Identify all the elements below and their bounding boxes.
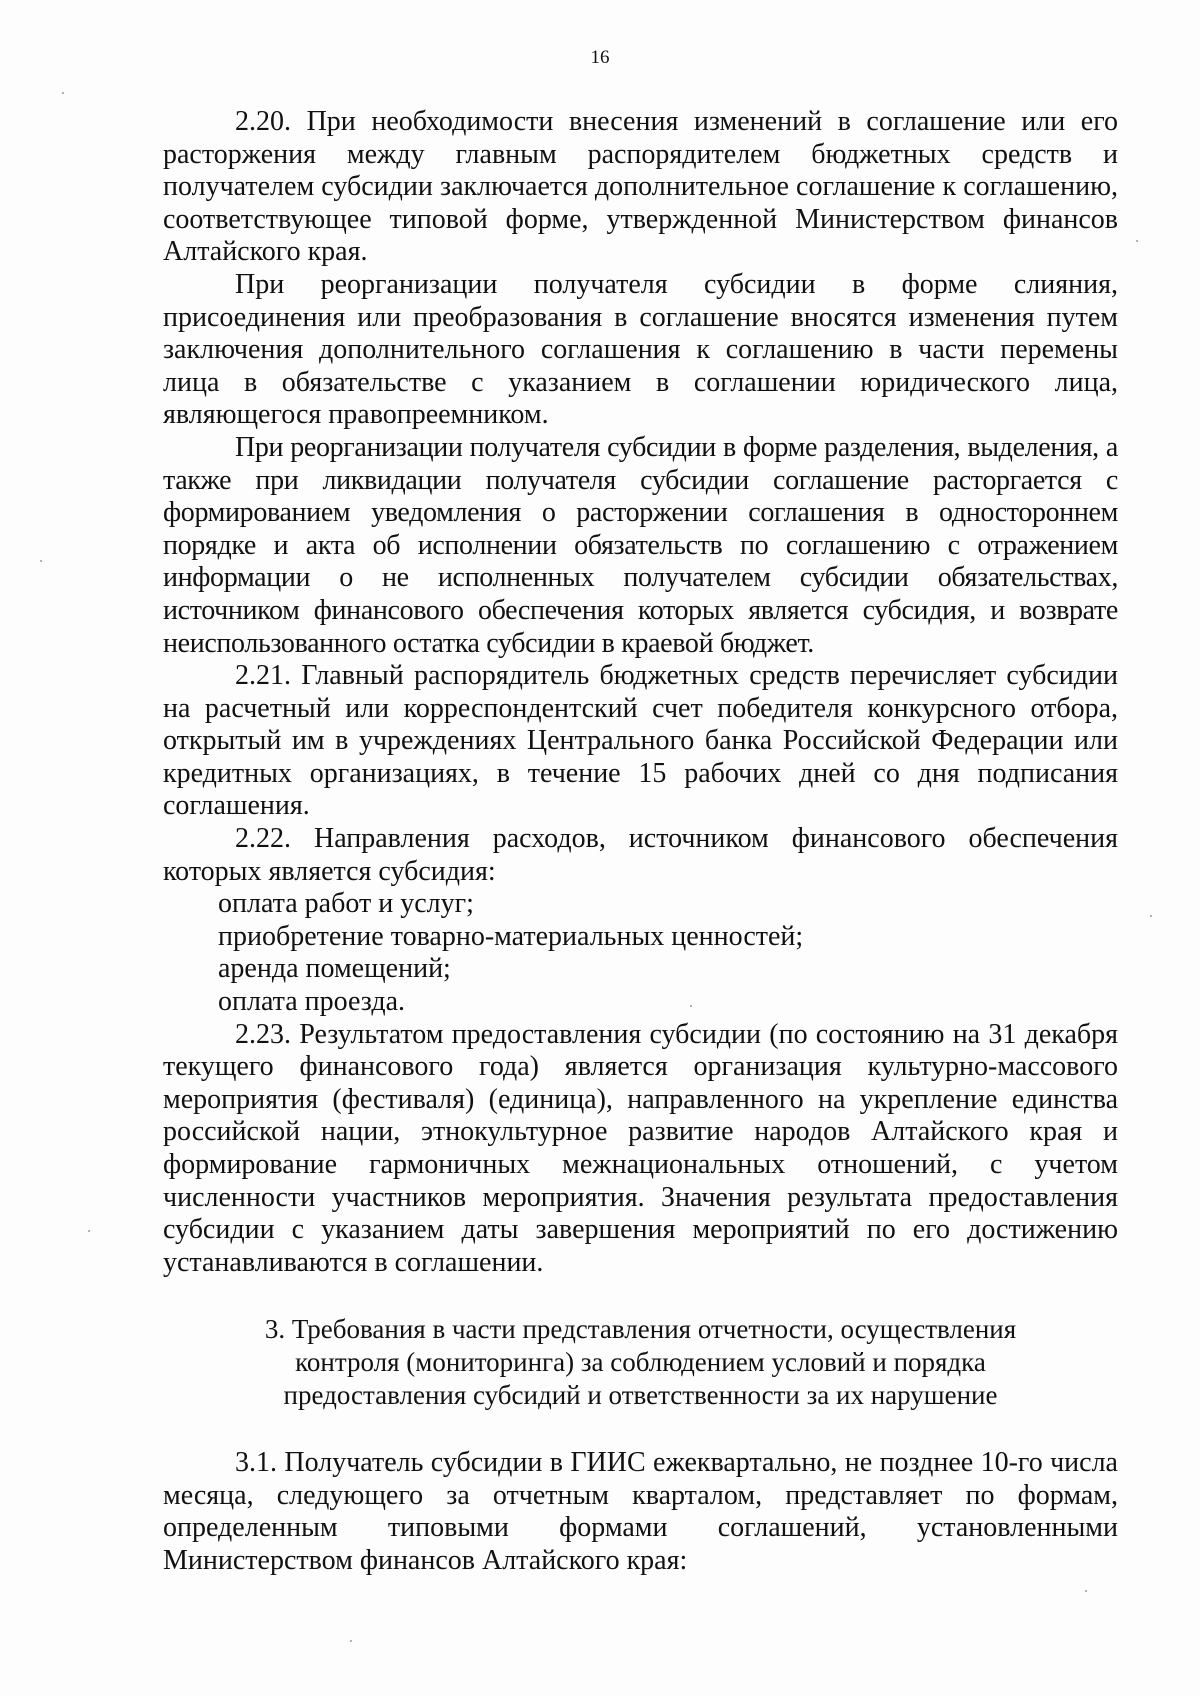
paragraph-2-22: 2.22. Направления расходов, источником финансового обеспечения которых является субсидия: (163, 823, 1118, 887)
scan-speck (40, 560, 42, 562)
paragraph-reorganization-merger: При реорганизации получателя субсидии в форме слияния, присоединения или преобразования в соглашение вносятся изменения путем заключения дополнительного соглашения к соглашению в части перемены лица в обязательстве с указанием в соглашении юридического лица, являющегося правопреемником. (163, 268, 1118, 431)
page-number: 16 (590, 47, 610, 68)
section-3-heading (163, 1313, 1118, 1411)
section-3-heading-line: 3. Требования в части представления отчетности, осуществления (264, 1314, 1017, 1345)
paragraph-reorganization-division: При реорганизации получателя субсидии в форме разделения, выделения, а также при ликвидации получателя субсидии соглашение расторгается с формированием уведомления о расторжении соглашения в одностороннем порядке и акта об исполнении обязательств по соглашению с отражением информации о не исполненных получателем субсидии обязательствах, источником финансового обеспечения которых является субсидия, и возврате неиспользованного остатка субсидии в краевой бюджет. (163, 431, 1118, 659)
scan-speck (690, 1005, 692, 1007)
paragraph-2-23: 2.23. Результатом предоставления субсидии (по состоянию на 31 декабря текущего финансового года) является организация культурно-массового мероприятия (фестиваля) (единица), направленного на укрепление единства российской нации, этнокультурное развитие народов Алтайского края и формирование гармоничных межнациональных отношений, с учетом численности участников мероприятия. Значения результата предоставления субсидии с указанием даты завершения мероприятий по его достижению устанавливаются в соглашении. (163, 1018, 1118, 1278)
paragraph-3-1: 3.1. Получатель субсидии в ГИИС ежеквартально, не позднее 10-го числа месяца, следующего за отчетным кварталом, представляет по формам, определенным типовыми формами соглашений, установленными Министерством финансов Алтайского края: (163, 1447, 1118, 1576)
document-body (163, 106, 1118, 1578)
scan-speck (88, 1230, 90, 1232)
paragraph-2-20: 2.20. При необходимости внесения изменений в соглашение или его расторжения между главным распорядителем бюджетных средств и получателем субсидии заключается дополнительное соглашение к соглашению, соответствующее типовой форме, утвержденной Министерством финансов Алтайского края. (163, 106, 1118, 268)
expense-item-rent: аренда помещений; (218, 953, 451, 985)
scan-speck (1085, 1590, 1087, 1592)
scan-speck (62, 92, 64, 94)
section-3-heading-line: контроля (мониторинга) за соблюдением условий и порядка (295, 1346, 986, 1377)
expense-item-works-services: оплата работ и услуг; (218, 888, 474, 920)
scan-speck (1150, 915, 1152, 917)
scan-speck (350, 1640, 352, 1642)
section-3-heading-line: предоставления субсидий и ответственности за их нарушение (283, 1379, 998, 1410)
scan-speck (1136, 240, 1138, 242)
expense-item-travel: оплата проезда. (218, 986, 405, 1018)
expense-item-materials: приобретение товарно-материальных ценностей; (218, 920, 804, 952)
paragraph-2-21: 2.21. Главный распорядитель бюджетных средств перечисляет субсидии на расчетный или корреспондентский счет победителя конкурсного отбора, открытый им в учреждениях Центрального банка Российской Федерации или кредитных организациях, в течение 15 рабочих дней со дня подписания соглашения. (163, 660, 1118, 822)
